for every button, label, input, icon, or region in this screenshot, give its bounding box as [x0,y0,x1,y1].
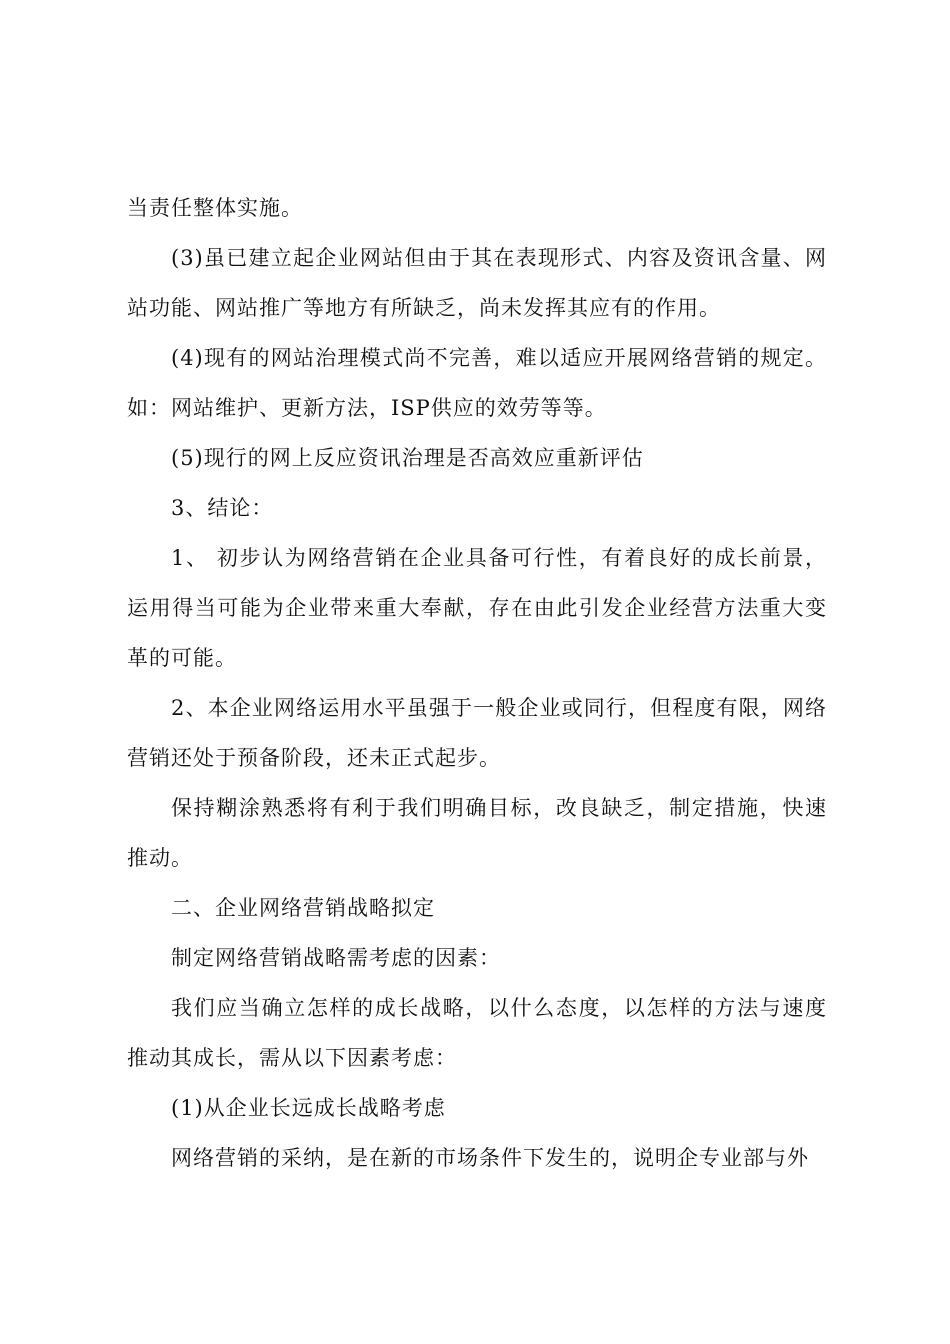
paragraph-1: 当责任整体实施。 [127,196,303,220]
paragraph-12: (1)从企业长远成长战略考虑 [171,1096,446,1120]
paragraph-7: 2、本企业网络运用水平虽强于一般企业或同行，但程度有限，网络营销还处于预备阶段，还未正式起步。 [127,696,827,770]
paragraph-10: 制定网络营销战略需考虑的因素： [171,946,501,970]
paragraph-3: (4)现有的网站治理模式尚不完善，难以适应开展网络营销的规定。如：网站维护、更新方法，ISP供应的效劳等等。 [127,346,827,420]
paragraph-8: 保持糊涂熟悉将有利于我们明确目标，改良缺乏，制定措施，快速推动。 [127,796,827,870]
document-body [127,183,827,1183]
paragraph-11: 我们应当确立怎样的成长战略，以什么态度，以怎样的方法与速度推动其成长，需从以下因素考虑： [127,996,827,1070]
paragraph-4: (5)现行的网上反应资讯治理是否高效应重新评估 [171,446,644,470]
section-heading-strategy: 二、企业网络营销战略拟定 [171,896,435,920]
paragraph-2: (3)虽已建立起企业网站但由于其在表现形式、内容及资讯含量、网站功能、网站推广等地方有所缺乏，尚未发挥其应有的作用。 [127,246,827,320]
section-heading-conclusion: 3、结论： [171,496,274,520]
paragraph-6: 1、 初步认为网络营销在企业具备可行性，有着良好的成长前景，运用得当可能为企业带来重大奉献，存在由此引发企业经营方法重大变革的可能。 [127,546,827,670]
paragraph-13: 网络营销的采纳，是在新的市场条件下发生的，说明企专业部与外 [171,1146,809,1170]
